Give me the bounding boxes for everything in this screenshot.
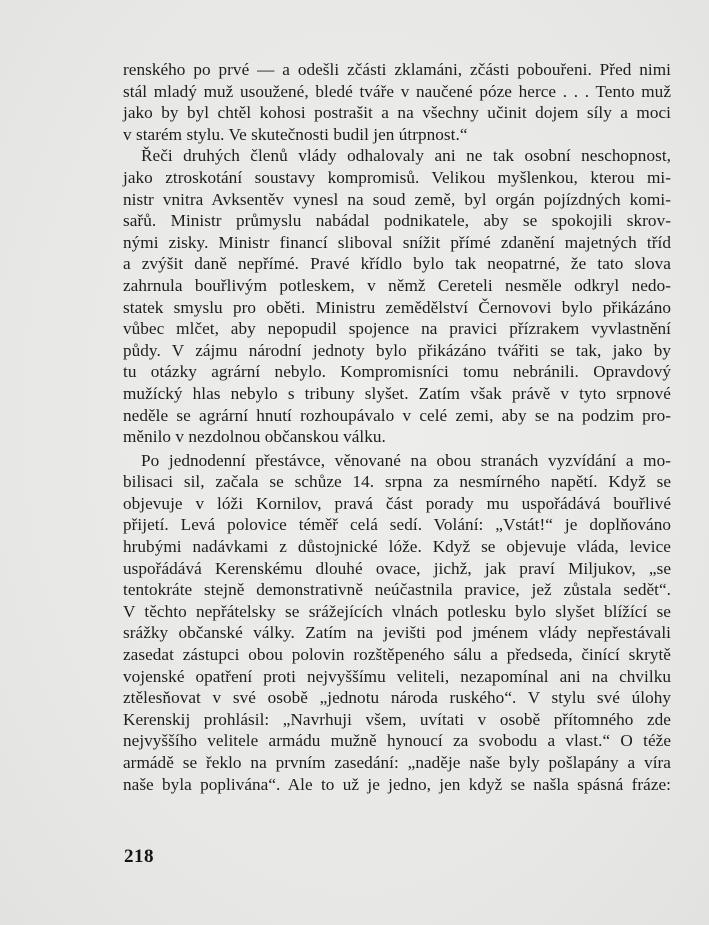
- text-line: bilisaci sil, začala se schůze 14. srpna za nesmírného napětí. Když se: [123, 472, 671, 492]
- text-line: sařů. Ministr průmyslu nabádal podnikatele, aby se spokojili skrov-: [123, 211, 671, 231]
- text-line: uspořádává Kerenskému dlouhé ovace, jichž, jak praví Miljukov, „se: [123, 558, 671, 578]
- text-line: Kerenskij prohlásil: „Navrhuji všem, uvítati v osobě přítomného zde: [123, 709, 671, 729]
- text-line: armádě se řeklo na prvním zasedání: „naděje naše byly pošlapány a víra: [123, 753, 671, 772]
- text-line: měnilo v nezdolnou občanskou válku.: [123, 427, 386, 447]
- book-page-text: [123, 59, 671, 795]
- text-line: hrubými nadávkami z důstojnické lóže. Když se objevuje vláda, levice: [123, 537, 671, 557]
- text-line: Řeči druhých členů vlády odhalovaly ani ne tak osobní neschopnost,: [141, 146, 671, 166]
- text-line: jako by byl chtěl kohosi postrašit a na všechny učinit dojem síly a moci: [123, 103, 671, 123]
- text-line: nými zisky. Ministr financí sliboval snížit přímé zdanění majetných tříd: [123, 232, 671, 252]
- text-line: tentokráte stejně demonstrativně neúčastnila pravice, jež zůstala sedět“.: [123, 580, 671, 600]
- text-line: statek smyslu pro oběti. Ministru zemědělství Černovovi bylo přikázáno: [123, 297, 671, 317]
- text-line: půdy. V zájmu národní jednoty bylo přikázáno tvářiti se tak, jako by: [123, 340, 671, 360]
- text-line: a zvýšit daně nepřímé. Pravé křídlo bylo tak neopatrné, že tato slova: [123, 254, 671, 274]
- text-line: jako ztroskotání soustavy kompromisů. Velikou myšlenkou, kterou mi-: [123, 167, 671, 187]
- text-line: V těchto nepřátelsky se srážejících vlnách potlesku bylo slyšet blížící se: [123, 601, 671, 621]
- text-line: renského po prvé — a odešli zčásti zklamáni, zčásti pobouřeni. Před nimi: [123, 60, 671, 79]
- text-line: objevuje v lóži Kornilov, pravá část porady mu uspořádává bouřlivé: [123, 493, 671, 513]
- paragraph-1: [123, 59, 671, 145]
- text-line: přijetí. Levá polovice téměř celá sedí. Volání: „Vstát!“ je doplňováno: [123, 515, 671, 535]
- text-line: v starém stylu. Ve skutečnosti budil jen útrpnost.“: [123, 124, 468, 144]
- paragraph-3: [123, 450, 671, 796]
- text-line: stál mladý muž usoužené, bledé tváře v naučené póze herce . . . Tento muž: [123, 81, 671, 101]
- text-line: naše byla poplivána“. Ale to už je jedno, jen když se našla spásná fráze:: [123, 774, 671, 794]
- text-line: srážky občanské války. Zatím na jevišti pod jménem vlády nepřestávali: [123, 623, 671, 643]
- page-number: 218: [124, 846, 154, 867]
- text-line: zasedat zástupci obou polovin rozštěpeného sálu a předseda, činící skrytě: [123, 645, 671, 665]
- text-line: vůbec mlčet, aby nepopudil spojence na pravici přízrakem vyvlastnění: [123, 319, 671, 339]
- text-line: vojenské opatření proti nejvyššímu veliteli, nezapomínal ani na chvilku: [123, 666, 671, 686]
- text-line: nejvyššího velitele armádu mužně hynoucí za svobodu a vlast.“ O téže: [123, 731, 671, 751]
- text-line: ztělesňovat v své osobě „jednotu národa ruského“. V stylu své úlohy: [123, 688, 671, 708]
- paragraph-2: [123, 145, 671, 447]
- text-line: tu otázky agrární nebylo. Kompromisníci tomu nebránili. Opravdový: [123, 362, 671, 382]
- text-line: neděle se agrární hnutí rozhoupávalo v celé zemi, aby se na podzim pro-: [123, 405, 671, 425]
- text-line: nistr vnitra Avksentěv vynesl na soud země, byl orgán pojízdných komi-: [123, 189, 671, 209]
- text-line: mužícký hlas nebylo s tribuny slyšet. Zatím však právě v tyto srpnové: [123, 383, 671, 403]
- text-line: Po jednodenní přestávce, věnované na obou stranách vyzvídání a mo-: [141, 450, 671, 470]
- text-line: zahrnula bouřlivým potleskem, v němž Cereteli nesměle odkryl nedo-: [123, 275, 671, 295]
